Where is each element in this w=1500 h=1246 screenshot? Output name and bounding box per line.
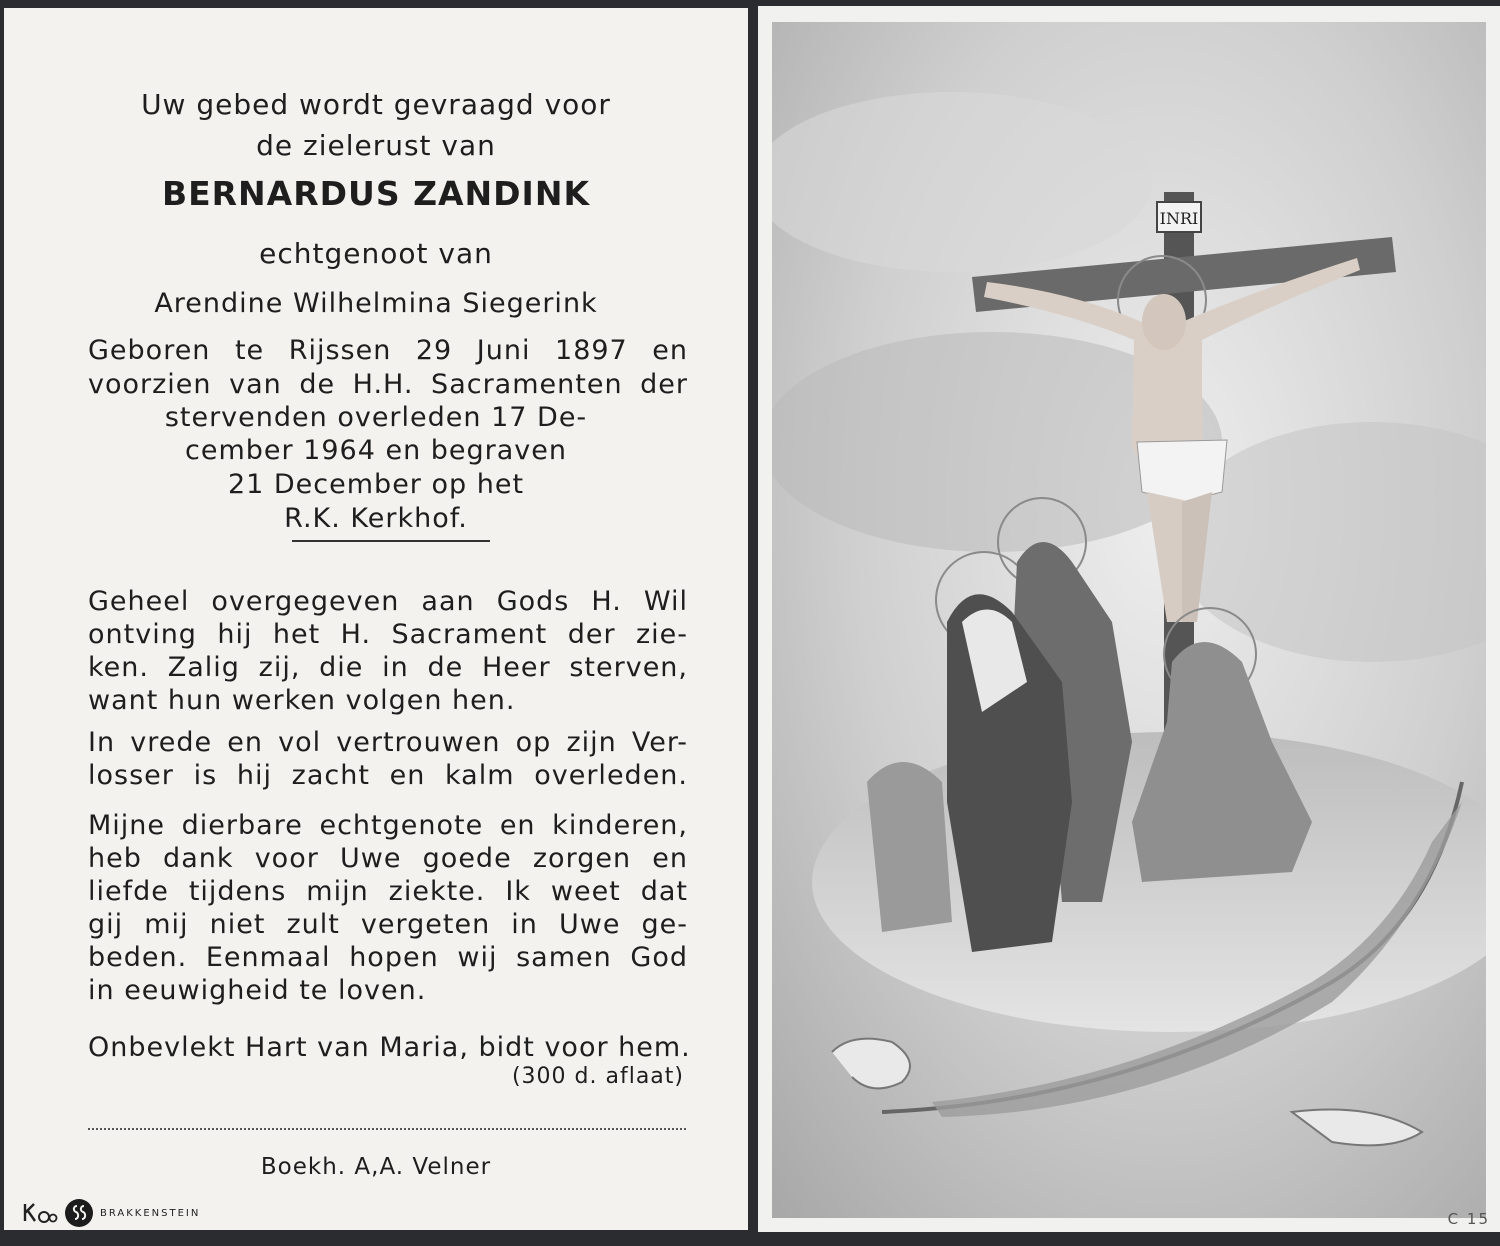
bio-line-4: cember 1964 en begraven <box>184 435 568 466</box>
inri-text: INRI <box>1159 209 1199 228</box>
intro-line-2: de zielerust van <box>256 129 496 162</box>
crucifixion-illustration <box>772 22 1486 1218</box>
dotted-divider <box>88 1128 686 1130</box>
paragraph3-line-5: beden. Eenmaal hopen wij samen God <box>88 942 688 973</box>
paragraph2-line-1: In vrede en vol vertrouwen op zijn Ver- <box>88 727 688 758</box>
paragraph2-line-2: losser is hij zacht en kalm overleden. <box>88 760 688 791</box>
printer-credit: Boekh. A,A. Velner <box>260 1154 492 1180</box>
prayer-line: Onbevlekt Hart van Maria, bidt voor hem. <box>88 1032 691 1063</box>
brand-label: BRAKKENSTEIN <box>100 1207 201 1219</box>
bio-line-6: R.K. Kerkhof. <box>284 503 468 534</box>
bio-line-5: 21 December op het <box>227 469 525 500</box>
paragraph1-line-3: ken. Zalig zij, die in de Heer sterven, <box>88 652 688 683</box>
deceased-name: BERNARDUS ZANDINK <box>161 174 591 213</box>
paragraph3-line-4: gij mij niet zult vergeten in Uwe ge- <box>88 909 688 940</box>
card-code: C 15 <box>1447 1210 1490 1228</box>
paragraph3-line-6: in eeuwigheid te loven. <box>88 975 427 1006</box>
ss-seal-icon <box>64 1198 94 1228</box>
paragraph3-line-2: heb dank voor Uwe goede zorgen en <box>88 843 688 874</box>
bio-line-3: stervenden overleden 17 De- <box>164 402 588 433</box>
paragraph3-line-3: liefde tijdens mijn ziekte. Ik weet dat <box>88 876 688 907</box>
spouse-name: Arendine Wilhelmina Siegerink <box>154 288 598 319</box>
crucifixion-scene <box>772 22 1486 1218</box>
bio-line-2: voorzien van de H.H. Sacramenten der <box>88 369 688 400</box>
spouse-intro: echtgenoot van <box>259 237 493 270</box>
paragraph1-line-1: Geheel overgegeven aan Gods H. Wil <box>88 586 688 617</box>
memorial-card-text-side <box>4 8 748 1230</box>
publisher-logo-row <box>22 1196 200 1230</box>
memorial-card-image-side <box>758 6 1500 1232</box>
divider-rule <box>292 540 490 542</box>
paragraph3-line-1: Mijne dierbare echtgenote en kinderen, <box>88 810 688 841</box>
paragraph1-line-4: want hun werken volgen hen. <box>88 685 516 716</box>
paragraph1-line-2: ontving hij het H. Sacrament der zie- <box>88 619 688 650</box>
bio-line-1: Geboren te Rijssen 29 Juni 1897 en <box>88 335 688 366</box>
kg-logo-icon <box>22 1201 58 1225</box>
indulgence-note: (300 d. aflaat) <box>511 1064 684 1089</box>
intro-line-1: Uw gebed wordt gevraagd voor <box>141 88 611 121</box>
